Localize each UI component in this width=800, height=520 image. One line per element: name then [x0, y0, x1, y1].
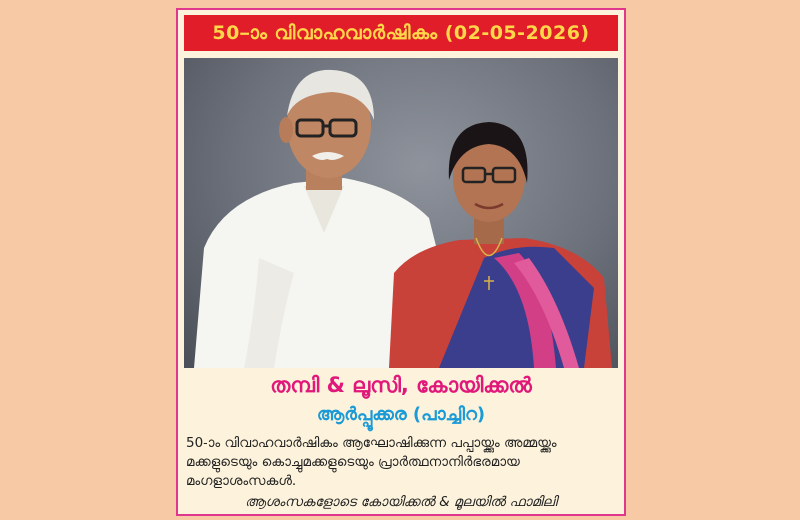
- greeting-line-3: മംഗളാശംസകൾ.: [186, 473, 297, 489]
- anniversary-banner: 50–ാം വിവാഹവാർഷികം (02-05-2026): [184, 15, 618, 51]
- couple-illustration: [184, 58, 618, 368]
- couple-place: ആർപ്പൂക്കര (പാച്ചിറ): [316, 404, 486, 425]
- greeting-line-2: മക്കളുടെയും കൊച്ചുമക്കളുടെയും പ്രാർത്ഥനാനിർഭരമായ: [186, 454, 520, 470]
- greeting-message: [186, 434, 616, 491]
- couple-photo: [184, 58, 618, 368]
- greeting-line-1: 50-ാം വിവാഹവാർഷികം ആഘോഷിക്കുന്ന പപ്പായ്ക്കും അമ്മയ്ക്കും: [186, 435, 557, 451]
- greeting-signature: ആശംസകളോടെ കോയിക്കൽ & മൂലയിൽ ഫാമിലി: [244, 494, 558, 510]
- couple-names: തമ്പി & ലൂസി, കോയിക്കൽ: [270, 373, 532, 397]
- anniversary-card: [176, 8, 626, 516]
